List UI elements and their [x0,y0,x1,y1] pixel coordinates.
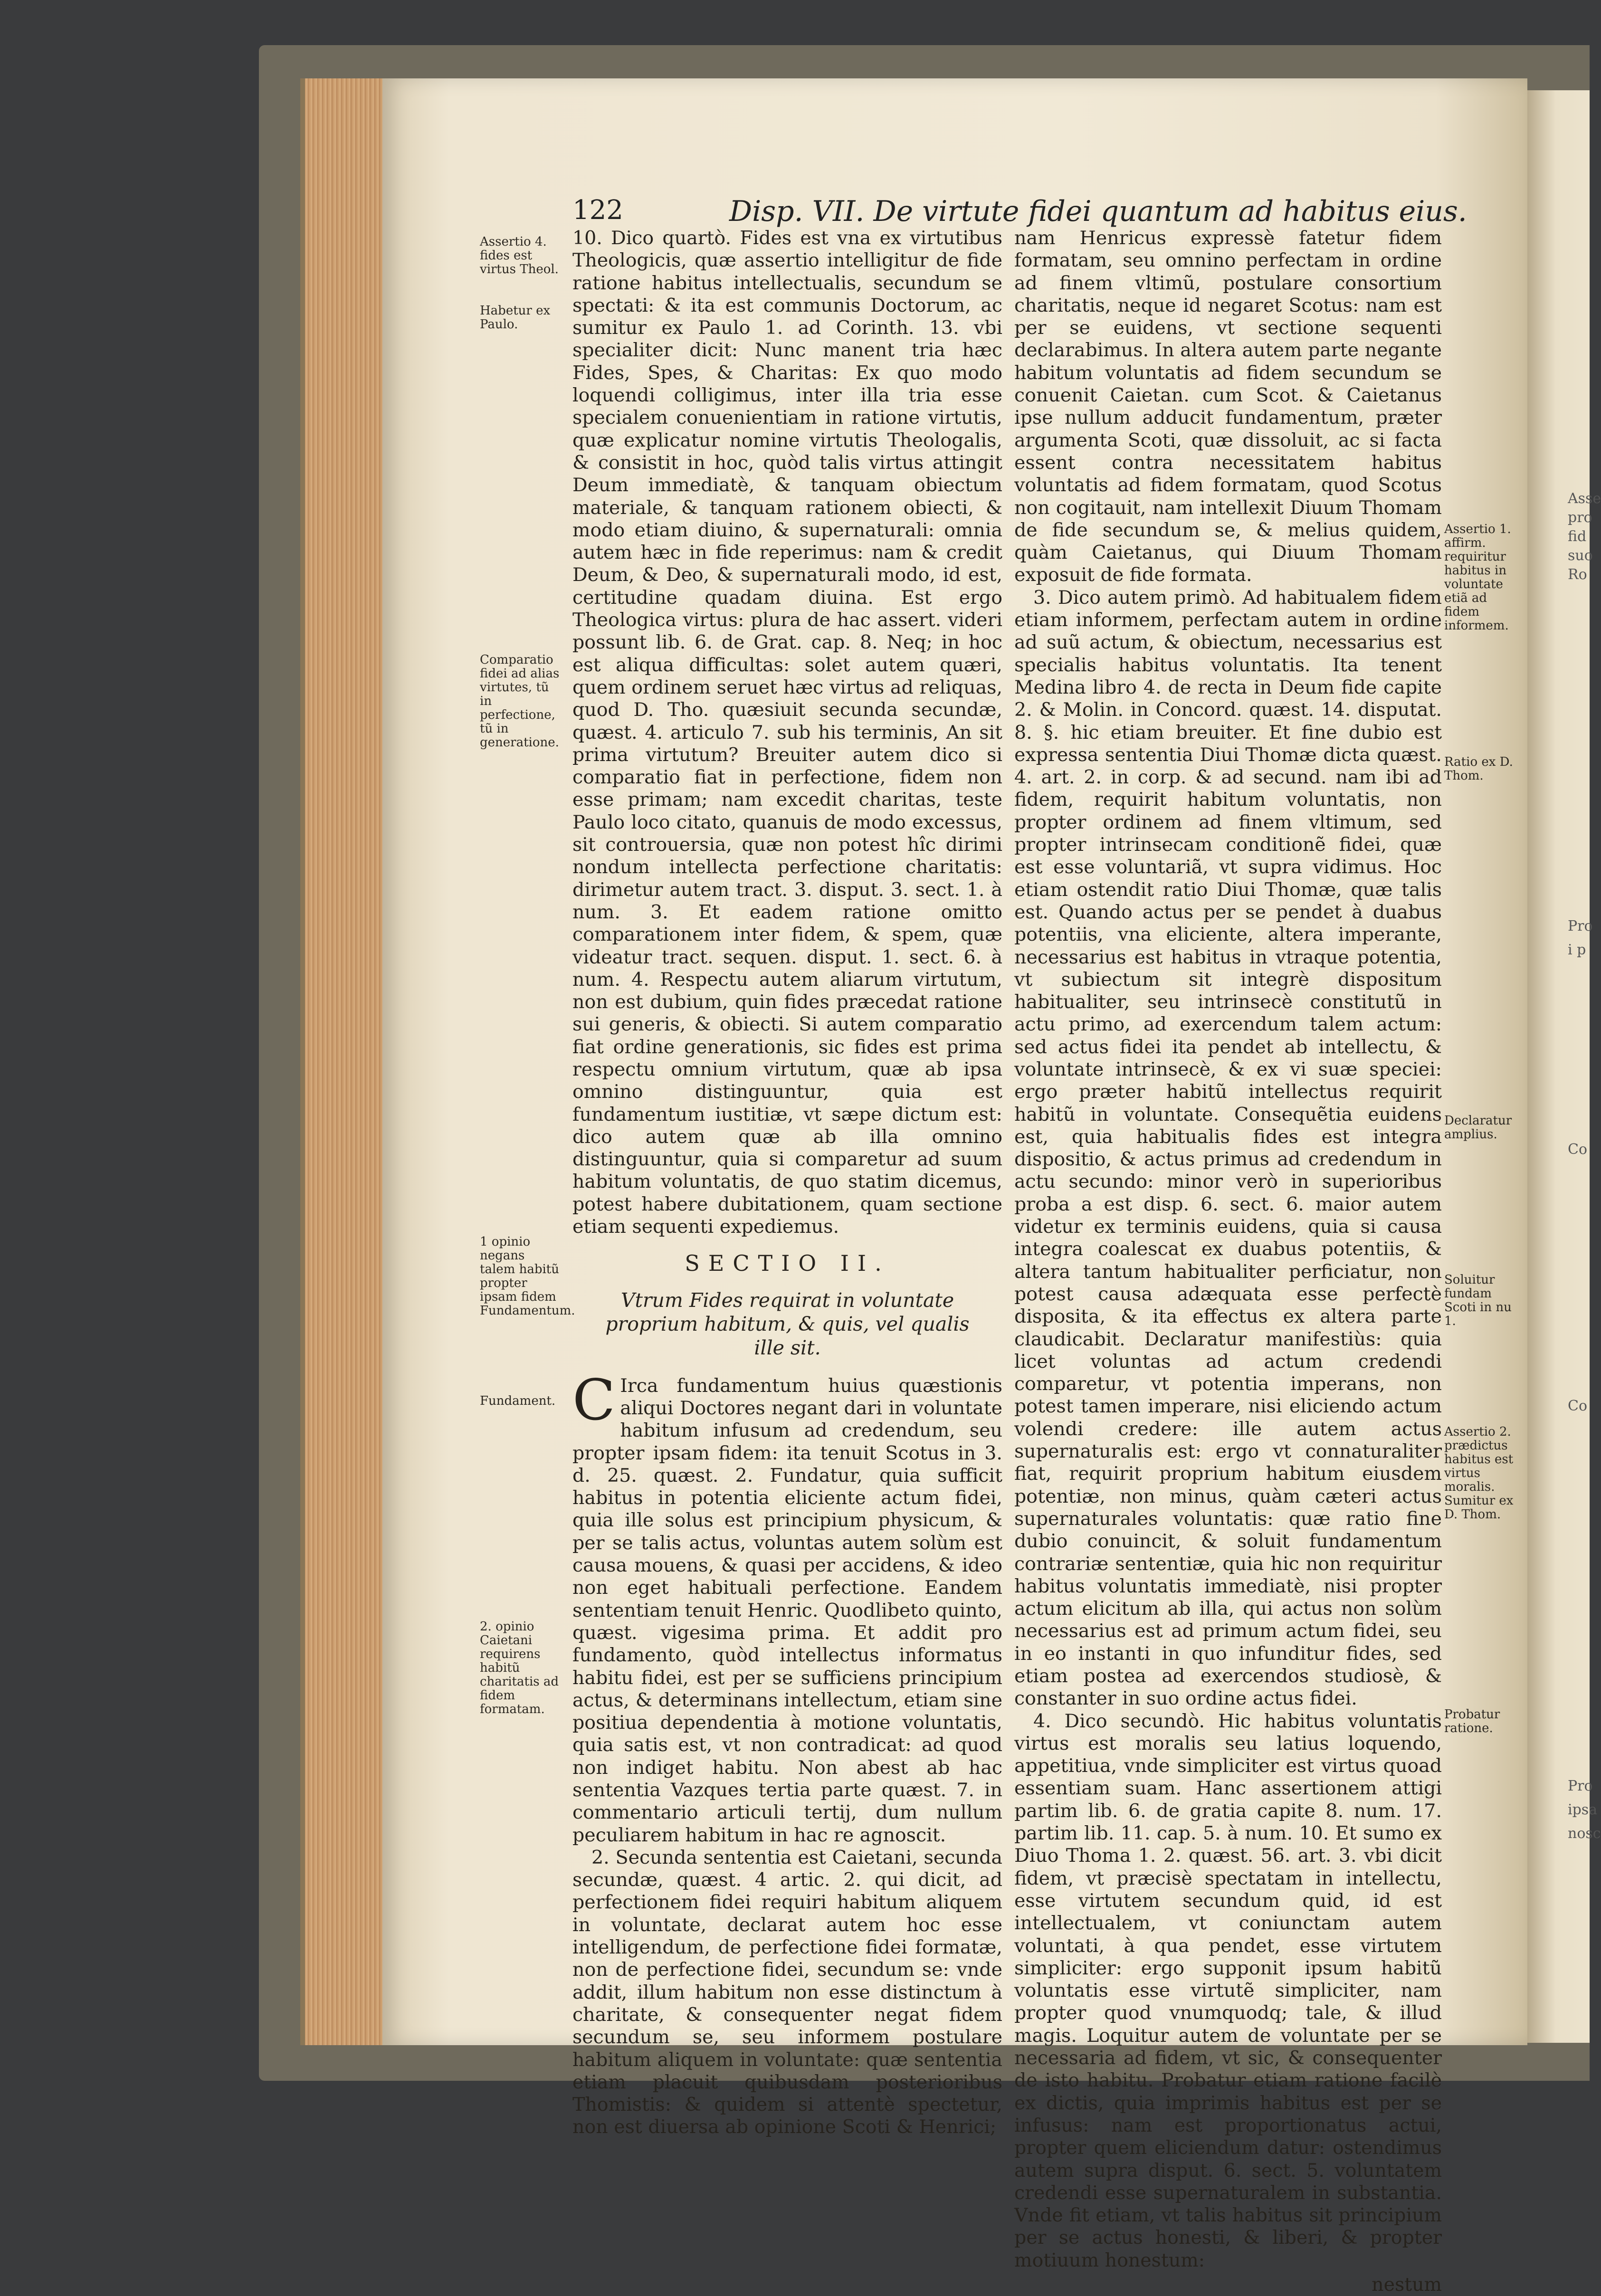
paragraph: 3. Dico autem primò. Ad habitualem fidem etiam informem, perfectam autem in ordine ad suũ actum, & obiectum, necessarius est specialis habitus voluntatis. Ita tenent Medina libro 4. de recta in Deum fide capite 2. & Molin. in Concord. quæst. 14. disputat. 8. §. hic etiam breuiter. Et fine dubio est expressa sententia Diui Thomæ dicta quæst. 4. art. 2. in corp. & ad secund. nam ibi ad fidem, requirit habitum voluntatis, non propter ordinem ad finem vltimum, sed propter intrinsecam conditionẽ fidei, quæ est esse voluntariã, vt supra vidimus. Hoc etiam ostendit ratio Diui Thomæ, quæ talis est. Quando actus per se pendet à duabus potentiis, vna eliciente, altera imperante, necessarius est habitus in vtraque potentia, vt subiectum sit integrè dispositum habitualiter, seu intrinsecè constitutũ in actu primo, ad exercendum talem actum: sed actus fidei ita pendet ab intellectu, & voluntate intrinsecè, & ex vi suæ speciei: ergo præter habitũ intellectus requirit habitũ in voluntate. Consequẽtia euidens est, quia habitualis fides est integra dispositio, & actus primus ad credendum in actu secundo: minor verò in superioribus proba a est disp. 6. sect. 6. maior autem videtur ex terminis euidens, quia si causa integra coalescat ex duabus potentiis, & altera tantum habitualiter perficiatur, non potest causa adæquata esse perfectè disposita, & ita effectus ex altera parte claudicabit. Declaratur manifestiùs: quia licet voluntas ad actum credendi comparetur, vt potentia imperans, non potest tamen imperare, nisi eliciendo actum volendi credere: ille autem actus supernaturalis est: ergo vt connaturaliter fiat, requirit proprium habitum eiusdem potentiæ, non minus, quàm cæteri actus supernaturales voluntatis: quæ ratio fine dubio conuincit, & soluit fundamentum contrariæ sententiæ, quia hic non requiritur habitus voluntatis immediatè, nisi propter actum elicitum ab illa, qui actus non solùm necessarius est ad primum actum fidei, seu in eo instanti in quo infunditur fides, sed etiam postea ad exercendos studiosè, & constanter in suo ordine actus fidei. [1014,586,1442,1710]
margin-note: 1 opinio negans talem habitũ propter ipsam fidem Fundamentum. [480,1235,575,1318]
page-number: 122 [572,195,623,226]
text-column-right [1014,227,1442,2296]
next-page-fragment: Asse [1568,490,1601,507]
margin-note: Declaratur amplius. [1444,1114,1512,1142]
paragraph: 4. Dico secundò. Hic habitus voluntatis virtus est moralis seu latius loquendo, appetitiua, vnde simpliciter est virtus quoad essentiam suam. Hanc assertionem attigi partim lib. 6. de gratia capite 8. num. 17. partim lib. 11. cap. 5. à num. 10. Et sumo ex Diuo Thoma 1. 2. quæst. 56. art. 3. vbi dicit fidem, vt præcisè spectatam in intellectu, esse virtutem secundum quid, id est intellectualem, vt coniunctam autem voluntati, à qua pendet, esse virtutem simpliciter: ergo supponit ipsum habitũ voluntatis esse virtutẽ simpliciter, nam propter quod vnumquodq; tale, & illud magis. Loquitur autem de voluntate per se necessaria ad fidem, vt sic, & consequenter de isto habitu. Probatur etiam ratione facilè ex dictis, quia imprimis habitus est per se infusus: nam est proportionatus actui, propter quem eliciendum datur: ostendimus autem supra disput. 6. sect. 5. voluntatem credendi esse supernaturalem in substantia. Vnde fit etiam, vt talis habitus sit principium per se actus honesti, & liberi, & propter motiuum honestum: [1014,1710,1442,2271]
margin-note: Ratio ex D. Thom. [1444,755,1513,783]
drop-capital: C [572,1367,616,1433]
margin-note: Assertio 4. fides est virtus Theol. [480,235,559,276]
next-page-fragment: suo [1568,547,1593,564]
margin-note: Soluitur fundam Scoti in nu 1. [1444,1273,1512,1328]
next-page-fragment: Co [1568,1141,1588,1158]
margin-note: 2. opinio Caietani requirens habitũ charitatis ad fidem formatam. [480,1620,559,1716]
margin-note: Comparatio fidei ad alias virtutes, tũ in perfectione, tũ in generatione. [480,653,560,750]
running-header-title: Disp. VII. De virtute fidei quantum ad habitus eius. [729,195,1467,228]
paragraph: 10. Dico quartò. Fides est vna ex virtutibus Theologicis, quæ assertio intelligitur de fide ratione habitus intellectualis, secundum se spectati: & ita est communis Doctorum, ac sumitur ex Paulo 1. ad Corinth. 13. vbi specialiter dicit: Nunc manent tria hæc Fides, Spes, & Charitas: Ex quo modo loquendi colligimus, inter illa tria esse specialem conuenientiam in ratione virtutis, quæ explicatur nomine virtutis Theologalis, & consistit in hoc, quòd talis virtus attingit Deum immediatè, & tanquam obiectum materiale, & tanquam rationem obiecti, & modo etiam diuino, & supernaturali: omnia autem hæc in fide reperimus: nam & credit Deum, & Deo, & supernaturali modo, id est, certitudine quadam diuina. Est ergo Theologica virtus: plura de hac assert. videri possunt lib. 6. de Grat. cap. 8. Neq; in hoc est aliqua difficultas: solet autem quæri, quem ordinem seruet hæc virtus ad reliquas, quod D. Tho. quæsiuit secunda secundæ, quæst. 4. articulo 7. sub his terminis, An sit prima virtutum? Breuiter autem dico si comparatio fiat in perfectione, fidem non esse primam; nam excedit charitas, teste Paulo loco citato, quanuis de modo excessus, sit controuersia, quæ non potest hîc dirimi nondum intellecta perfectione charitatis: dirimetur autem tract. 3. disput. 3. sect. 1. à num. 3. Et eadem ratione omitto comparationem inter fidem, & spem, quæ videatur tract. sequen. disput. 1. sect. 6. à num. 4. Respectu autem aliarum virtutum, non est dubium, quin fides præcedat ratione sui generis, & obiecti. Si autem comparatio fiat ordine generationis, sic fides est prima respectu omnium virtutum, quæ ab ipsa omnino distinguuntur, quia est fundamentum iustitiæ, vt sæpe dictum est: dico autem quæ ab illa omnino distinguuntur, quia si comparetur ad suum habitum voluntatis, de quo statim dicemus, potest habere dubitationem, quam sectione etiam sequenti expediemus. [572,227,1002,1238]
margin-note: Habetur ex Paulo. [480,304,551,332]
next-page-fragment: Pro [1568,918,1593,934]
section-heading: SECTIO II. [685,1250,890,1277]
paragraph-text: Irca fundamentum huius quæstionis aliqui Doctores negant dari in voluntate habitum infusum ad credendum, seu propter ipsam fidem: ita tenuit Scotus in 3. d. 25. quæst. 2. Fundatur, quia sufficit habitus in potentia eliciente actum fidei, quia ille solus est principium physicum, & per se talis actus, voluntas autem solùm est causa mouens, & quasi per accidens, & ideo non eget habituali perfectione. Eandem sententiam tenuit Henric. Quodlibeto quinto, quæst. vigesima prima. Et addit pro fundamento, quòd intellectus informatus habitu fidei, est per se sufficiens principium actus, & determinans intellectum, etiam sine positiua dependentia à motione voluntatis, quia satis est, vt non contradicat: ad quod non indiget habitu. Non abest ab hac sententia Vazques tertia parte quæst. 7. in commentario articuli tertij, dum nullum peculiarem habitum in hac re agnoscit. [572,1374,1002,1846]
next-page-fragment: Ro [1568,566,1587,583]
next-page-fragment: Pro [1568,1778,1593,1794]
text-column-left [572,227,1002,2139]
next-page-fragment: fid [1568,528,1587,545]
next-page-fragment: i p [1568,942,1586,958]
margin-note: Fundament. [480,1394,556,1408]
catchword: nestum [1372,2274,1442,2296]
margin-note: Assertio 1. affirm. requiritur habitus in voluntate etiã ad fidem informem. [1444,522,1511,633]
paragraph: 2. Secunda sententia est Caietani, secunda secundæ, quæst. 4 artic. 2. qui dicit, ad perfectionem fidei requiri habitum aliquem in voluntate, declarat autem hoc esse intelligendum, de perfectione fidei formatæ, non de perfectione fidei, secundum se: vnde addit, illum habitum non esse distinctum à charitate, & consequenter negat fidem secundum se, seu informem postulare habitum aliquem in voluntate: quæ sententia etiam placuit quibusdam posterioribus Thomistis: & quidem si attentè spectetur, non est diuersa ab opinione Scoti & Henrici; [572,1846,1002,2138]
next-page-fragment: Co [1568,1398,1588,1414]
paragraph: nam Henricus expressè fatetur fidem formatam, seu omnino perfectam in ordine ad finem vltimũ, postulare consortium charitatis, neque id negaret Scotus: nam est per se euidens, vt sectione sequenti declarabimus. In altera autem parte negante habitum voluntatis ad fidem secundum se conuenit Caietan. cum Scot. & Caietanus ipse nullum adducit fundamentum, præter argumenta Scoti, quæ dissoluit, ac si facta essent contra necessitatem habitus voluntatis ad fidem formatam, quod Scotus non cogitauit, nam intellexit Diuum Thomam de fide secundum se, & melius quidem, quàm Caietanus, qui Diuum Thomam exposuit de fide formata. [1014,227,1442,586]
page-edges [300,78,388,2045]
section-subtitle: Vtrum Fides requirat in voluntate proprium habitum, & quis, vel qualis ille sit. [605,1288,970,1359]
next-page-fragment: ipsa [1568,1801,1598,1818]
next-page-fragment: nosc [1568,1825,1601,1842]
paragraph [572,1367,1002,1847]
next-page-fragment: pro [1568,509,1592,526]
margin-note: Probatur ratione. [1444,1707,1500,1735]
next-page-edge [1527,90,1601,2043]
margin-note: Assertio 2. prædictus habitus est virtus moralis. Sumitur ex D. Thom. [1444,1425,1514,1522]
